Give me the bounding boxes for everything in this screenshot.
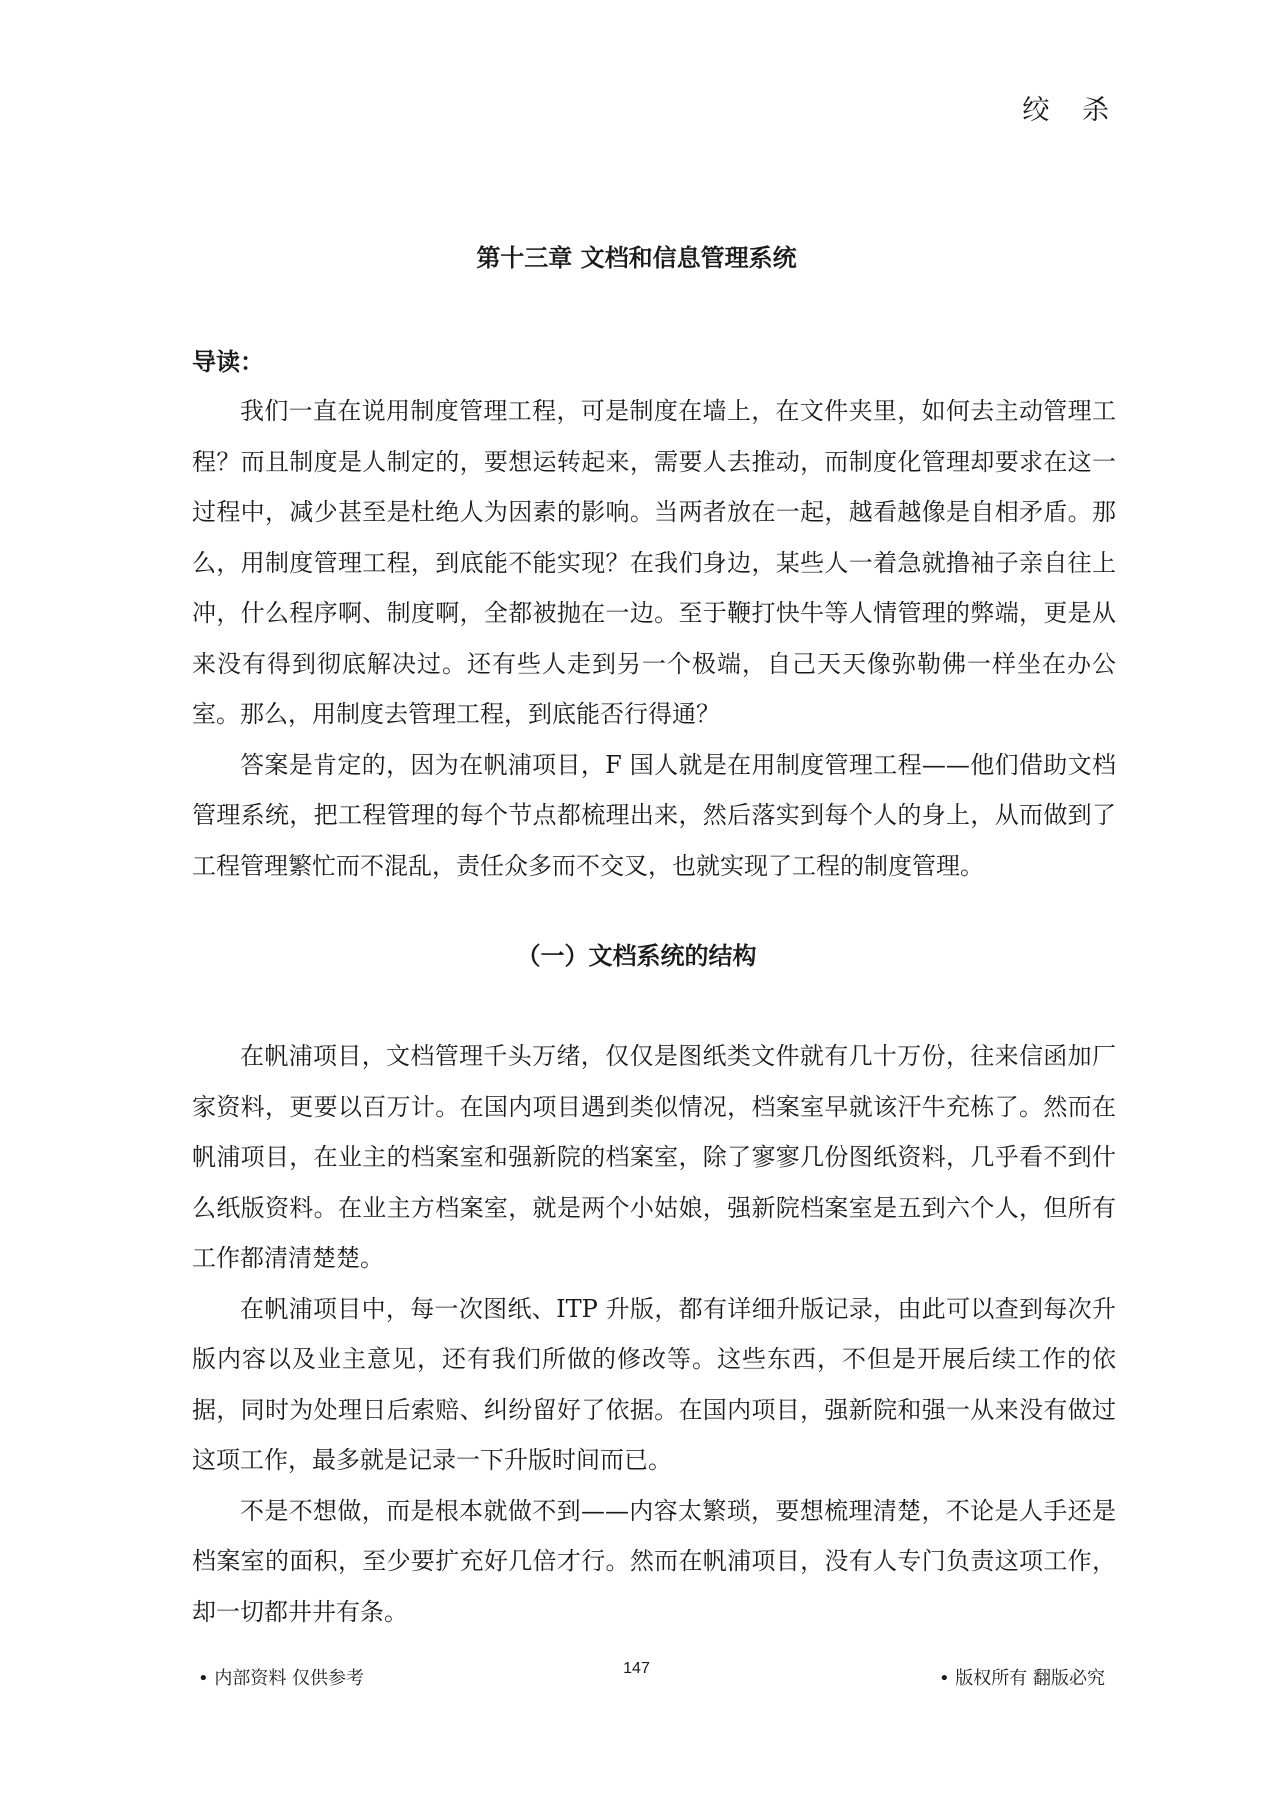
paragraph: 不是不想做，而是根本就做不到——内容太繁琐，要想梳理清楚，不论是人手还是档案室的面积，至少要扩充好几倍才行。然而在帆浦项目，没有人专门负责这项工作，却一切都井井有条。 [192, 1496, 1116, 1626]
footer-right-note: • 版权所有 翻版必究 [938, 1668, 1105, 1689]
intro-label: 导读： [192, 348, 264, 376]
section-title: （一）文档系统的结构 [516, 942, 757, 970]
paragraph: 我们一直在说用制度管理工程，可是制度在墙上，在文件夹里，如何去主动管理工程？而且制度是人制定的，要想运转起来，需要人去推动，而制度化管理却要求在这一过程中，减少甚至是杜绝人为因素的影响。当两者放在一起，越看越像是自相矛盾。那么，用制度管理工程，到底能不能实现？在我们身边，某些人一着急就撸袖子亲自往上冲，什么程序啊、制度啊，全都被抛在一边。至于鞭打快牛等人情管理的弊端，更是从来没有得到彻底解决过。还有些人走到另一个极端，自己天天像弥勒佛一样坐在办公室。那么，用制度去管理工程，到底能否行得通？ [192, 397, 1116, 728]
running-header: 绞 杀 [1022, 95, 1121, 126]
paragraph: 在帆浦项目，文档管理千头万绪，仅仅是图纸类文件就有几十万份，往来信函加厂家资料，更要以百万计。在国内项目遇到类似情况，档案室早就该汗牛充栋了。然而在帆浦项目，在业主的档案室和强新院的档案室，除了寥寥几份图纸资料，几乎看不到什么纸版资料。在业主方档案室，就是两个小姑娘，强新院档案室是五到六个人，但所有工作都清清楚楚。 [192, 1042, 1116, 1272]
section-body [192, 1031, 1116, 1637]
footer-left-note: • 内部资料 仅供参考 [198, 1668, 365, 1689]
intro-body [192, 386, 1116, 891]
page-number: 147 [623, 1660, 650, 1677]
paragraph: 答案是肯定的，因为在帆浦项目，F 国人就是在用制度管理工程——他们借助文档管理系统，把工程管理的每个节点都梳理出来，然后落实到每个人的身上，从而做到了工程管理繁忙而不混乱，责任众多而不交叉，也就实现了工程的制度管理。 [192, 750, 1116, 880]
chapter-title: 第十三章 文档和信息管理系统 [476, 244, 797, 272]
paragraph: 在帆浦项目中，每一次图纸、ITP 升版，都有详细升版记录，由此可以查到每次升版内容以及业主意见，还有我们所做的修改等。这些东西，不但是开展后续工作的依据，同时为处理日后索赔、纠纷留好了依据。在国内项目，强新院和强一从来没有做过这项工作，最多就是记录一下升版时间而已。 [192, 1294, 1116, 1474]
